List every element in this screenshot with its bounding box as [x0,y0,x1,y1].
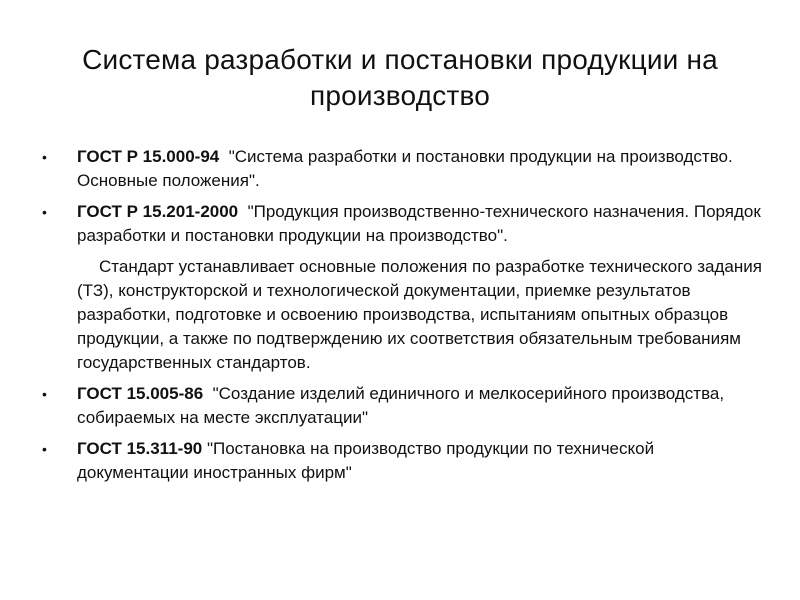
standard-title: "Продукция производственно-технического назначения. Порядок разработки и постановки продукции на производство". [77,202,761,245]
standard-code: ГОСТ 15.311-90 [77,439,203,458]
standard-code: ГОСТ Р 15.000-94 [77,147,220,166]
bullet-list [40,145,765,492]
list-item-gost-15-311-90 [40,437,765,485]
slide-title [40,42,760,114]
slide-title-line-2: производство [310,80,490,111]
standard-code: ГОСТ Р 15.201-2000 [77,202,239,221]
standard-title: "Создание изделий единичного и мелкосерийного производства, собираемых на месте эксплуатации" [77,384,725,427]
list-item-gost-r-15-201-2000 [40,200,765,248]
bullet-icon: • [42,204,47,220]
slide-title-line-1: Система разработки и постановки продукции на [82,44,718,75]
list-item-gost-r-15-000-94 [40,145,765,193]
bullet-icon: • [42,149,47,165]
bullet-icon: • [42,386,47,402]
standard-code: ГОСТ 15.005-86 [77,384,204,403]
standard-title: "Постановка на производство продукции по технической документации иностранных фирм" [77,439,655,482]
standard-title: "Система разработки и постановки продукции на производство. Основные положения". [77,147,733,190]
list-item-gost-15-005-86 [40,382,765,430]
standard-description-paragraph: Стандарт устанавливает основные положения по разработке технического задания (ТЗ), конструкторской и технологической документации, приемке результатов разработки, подготовке и освоению производства, испытаниям опытных образцов продукции, а также по подтверждению их соответствия обязательным требованиям государственных стандартов. [77,257,762,372]
bullet-icon: • [42,441,47,457]
